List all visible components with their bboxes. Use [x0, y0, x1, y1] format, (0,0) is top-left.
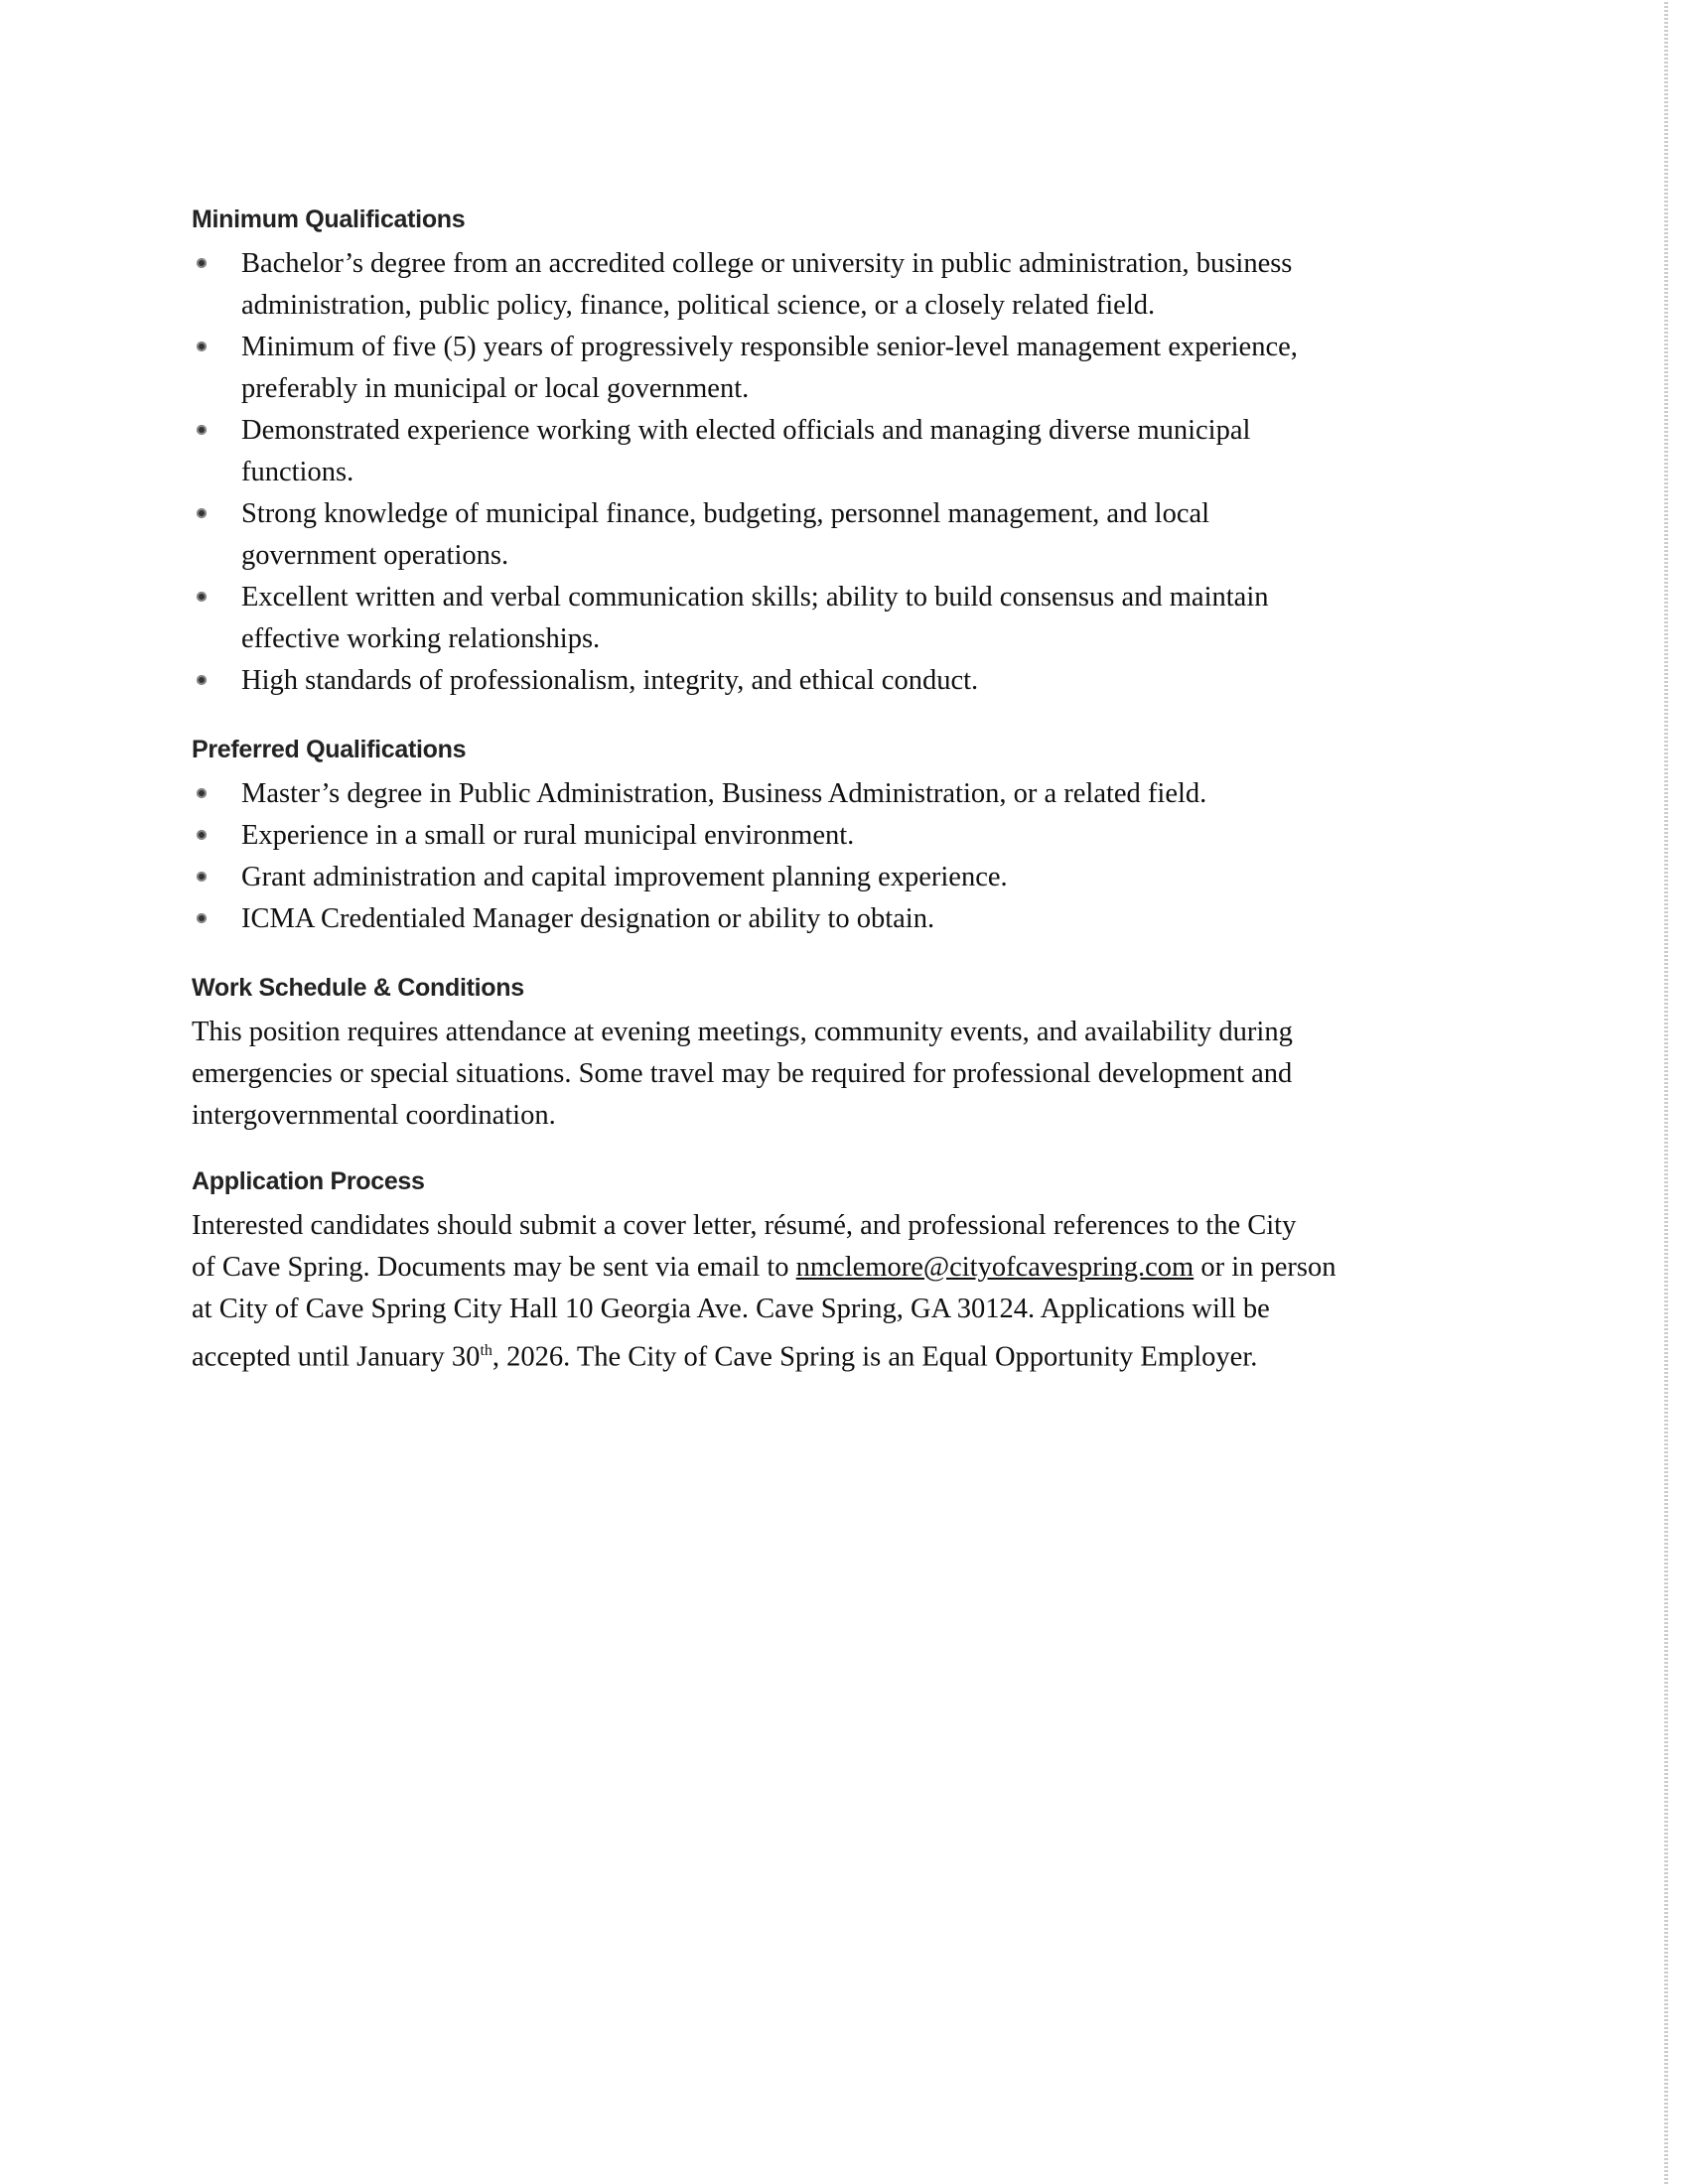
item-text: Minimum of five (5) years of progressively responsible senior-level management experience,	[241, 332, 1298, 362]
minimum-qualifications-section	[192, 202, 1502, 702]
scan-edge	[1664, 0, 1668, 2184]
item-text: ICMA Credentialed Manager designation or ability to obtain.	[241, 903, 935, 934]
ordinal-suffix: th	[480, 1342, 492, 1359]
list-item	[192, 243, 1502, 327]
minimum-qualifications-list	[192, 243, 1502, 702]
item-text: preferably in municipal or local government.	[241, 373, 750, 404]
list-item	[192, 815, 1502, 857]
body-line: This position requires attendance at evening meetings, community events, and availability during	[192, 1017, 1293, 1047]
section-heading: Work Schedule & Conditions	[192, 974, 524, 1002]
item-text: Strong knowledge of municipal finance, budgeting, personnel management, and local	[241, 498, 1210, 529]
bullet-icon	[197, 913, 207, 923]
body-text: , 2026. The City of Cave Spring is an Equal Opportunity Employer.	[492, 1341, 1258, 1373]
body-line: at City of Cave Spring City Hall 10 Georgia Ave. Cave Spring, GA 30124. Applications will be	[192, 1294, 1270, 1324]
section-heading: Application Process	[192, 1167, 425, 1195]
bullet-icon	[197, 258, 207, 268]
list-item	[192, 857, 1502, 898]
item-text: government operations.	[241, 540, 509, 571]
bullet-icon	[197, 872, 207, 882]
bullet-icon	[197, 830, 207, 840]
list-item	[192, 898, 1502, 940]
item-text: Bachelor’s degree from an accredited college or university in public administration, business	[241, 248, 1293, 279]
body-line: intergovernmental coordination.	[192, 1100, 556, 1131]
body-line	[192, 1330, 1502, 1379]
list-item	[192, 577, 1502, 660]
bullet-icon	[197, 425, 207, 435]
section-heading: Preferred Qualifications	[192, 736, 467, 763]
bullet-icon	[197, 592, 207, 602]
body-text: or in person	[1194, 1252, 1336, 1283]
item-text: High standards of professionalism, integrity, and ethical conduct.	[241, 665, 979, 696]
email-link[interactable]: nmclemore@cityofcavespring.com	[795, 1252, 1195, 1283]
body-line: emergencies or special situations. Some travel may be required for professional development and	[192, 1058, 1293, 1089]
body-text: accepted until January 30	[192, 1341, 481, 1373]
item-text: functions.	[241, 457, 354, 487]
item-text: Demonstrated experience working with elected officials and managing diverse municipal	[241, 415, 1251, 446]
item-text: Experience in a small or rural municipal environment.	[241, 820, 855, 851]
item-text: administration, public policy, finance, political science, or a closely related field.	[241, 290, 1156, 321]
list-item	[192, 410, 1502, 493]
preferred-qualifications-section	[192, 732, 1502, 940]
work-schedule-section	[192, 970, 1502, 1137]
list-item	[192, 773, 1502, 815]
application-process-section	[192, 1163, 1502, 1379]
item-text: Excellent written and verbal communication skills; ability to build consensus and maintain	[241, 582, 1269, 613]
bullet-icon	[197, 341, 207, 351]
body-line	[192, 1247, 1502, 1289]
list-item	[192, 493, 1502, 577]
list-item	[192, 660, 1502, 702]
bullet-icon	[197, 508, 207, 518]
body-text: of Cave Spring. Documents may be sent via email to	[192, 1252, 796, 1283]
body-line: Interested candidates should submit a cover letter, résumé, and professional references to the City	[192, 1210, 1297, 1241]
item-text: effective working relationships.	[241, 623, 601, 654]
bullet-icon	[197, 788, 207, 798]
preferred-qualifications-list	[192, 773, 1502, 940]
application-body	[192, 1205, 1502, 1379]
work-schedule-body	[192, 1012, 1502, 1137]
item-text: Grant administration and capital improvement planning experience.	[241, 862, 1008, 892]
list-item	[192, 327, 1502, 410]
item-text: Master’s degree in Public Administration, Business Administration, or a related field.	[241, 778, 1207, 809]
section-heading: Minimum Qualifications	[192, 205, 466, 233]
bullet-icon	[197, 675, 207, 685]
